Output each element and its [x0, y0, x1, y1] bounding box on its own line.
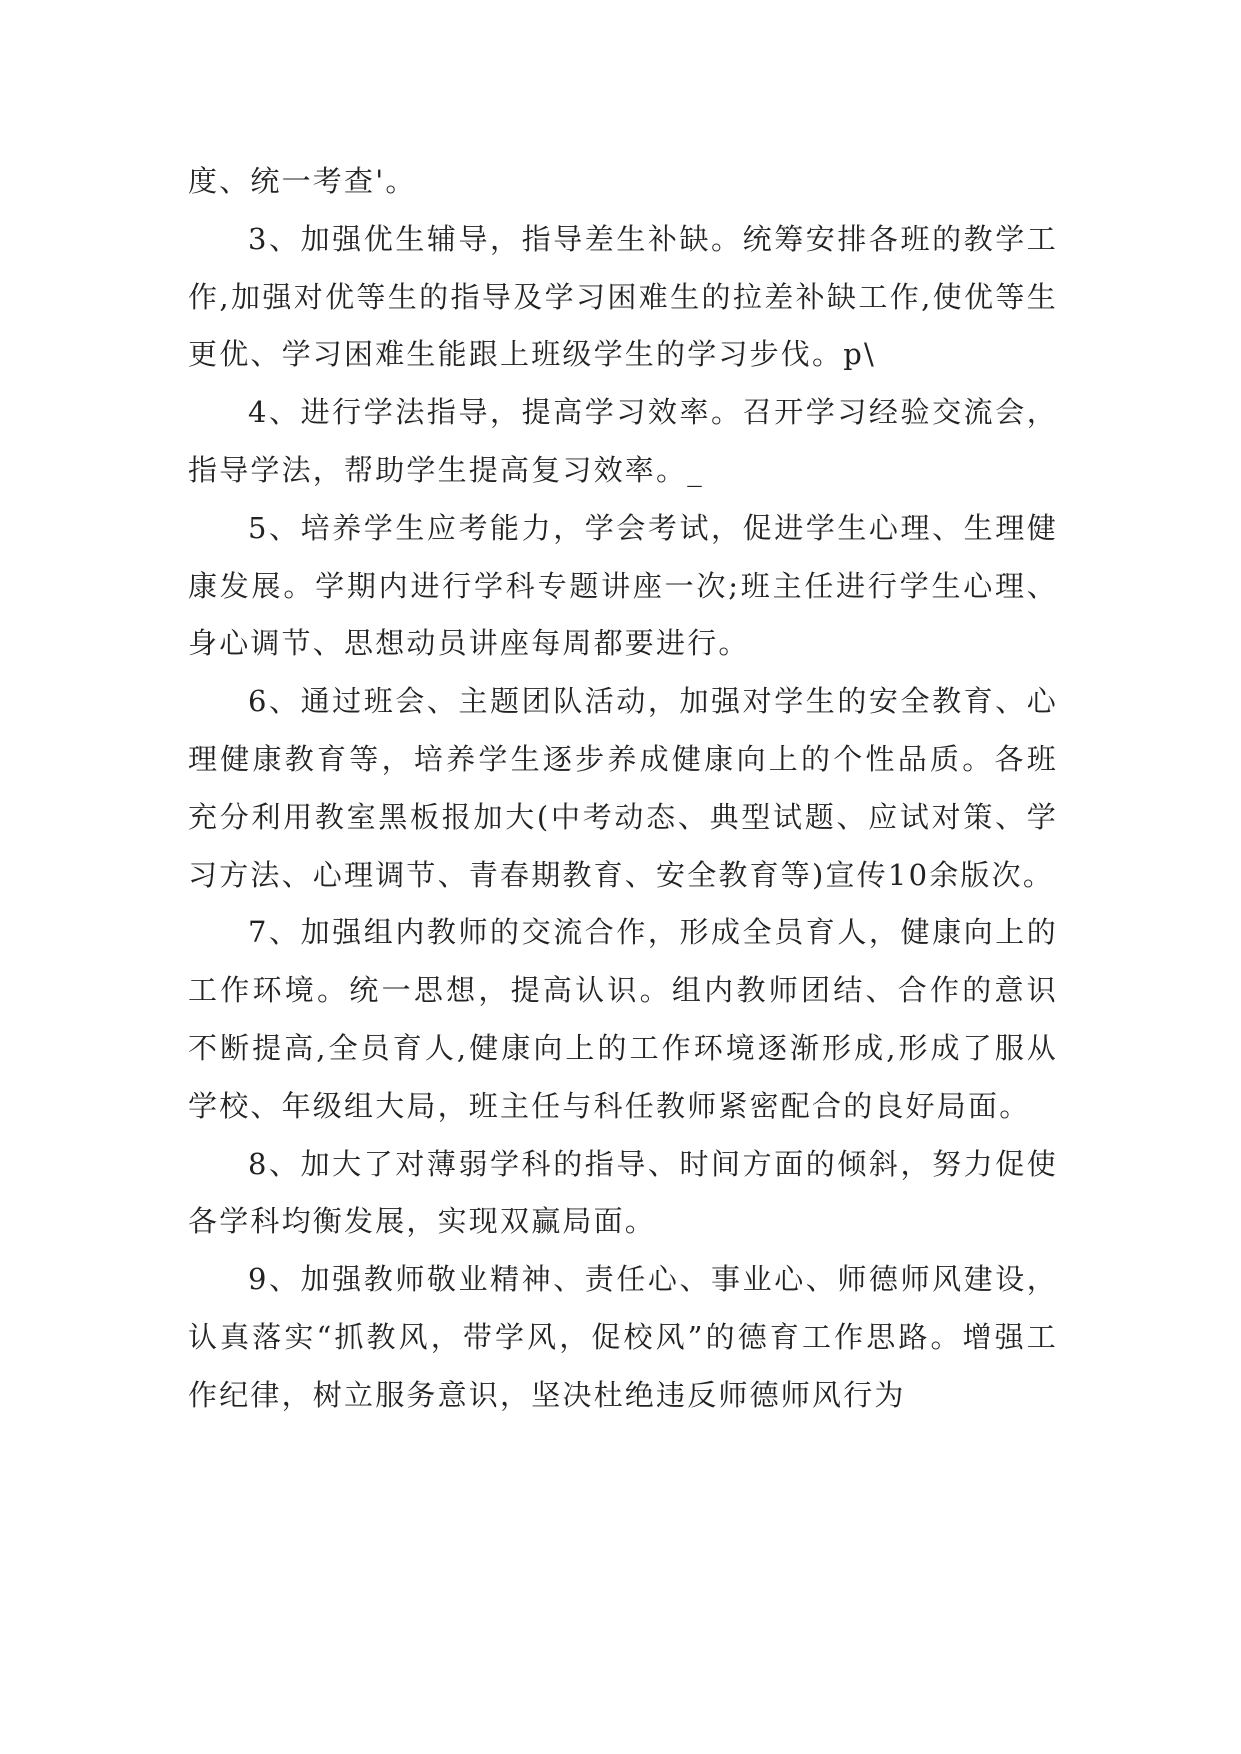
paragraph-item-6: 6、通过班会、主题团队活动，加强对学生的安全教育、心理健康教育等，培养学生逐步养成健康向上的个性品质。各班充分利用教室黑板报加大(中考动态、典型试题、应试对策、学习方法、心理调节、青春期教育、安全教育等)宣传10余版次。 [188, 684, 1058, 892]
paragraph-item-9: 9、加强教师敬业精神、责任心、事业心、师德师风建设，认真落实“抓教风，带学风，促校风”的德育工作思路。增强工作纪律，树立服务意识，坚决杜绝违反师德师风行为 [188, 1262, 1058, 1412]
paragraph-item-5: 5、培养学生应考能力，学会考试，促进学生心理、生理健康发展。学期内进行学科专题讲座一次;班主任进行学生心理、身心调节、思想动员讲座每周都要进行。 [188, 510, 1058, 661]
paragraph-item-4: 4、进行学法指导，提高学习效率。召开学习经验交流会，指导学法，帮助学生提高复习效率。_ [188, 395, 1058, 487]
paragraph-item-3: 3、加强优生辅导，指导差生补缺。统筹安排各班的教学工作,加强对优等生的指导及学习困难生的拉差补缺工作,使优等生更优、学习困难生能跟上班级学生的学习步伐。p\ [188, 221, 1058, 372]
paragraph-continuation: 度、统一考查'。 [188, 164, 417, 198]
paragraph-item-8: 8、加大了对薄弱学科的指导、时间方面的倾斜，努力促使各学科均衡发展，实现双赢局面。 [188, 1146, 1058, 1239]
document-body [188, 153, 1058, 1425]
paragraph-item-7: 7、加强组内教师的交流合作，形成全员育人，健康向上的工作环境。统一思想，提高认识。组内教师团结、合作的意识不断提高,全员育人,健康向上的工作环境逐渐形成,形成了服从学校、年级组大局，班主任与科任教师紧密配合的良好局面。 [188, 915, 1058, 1123]
